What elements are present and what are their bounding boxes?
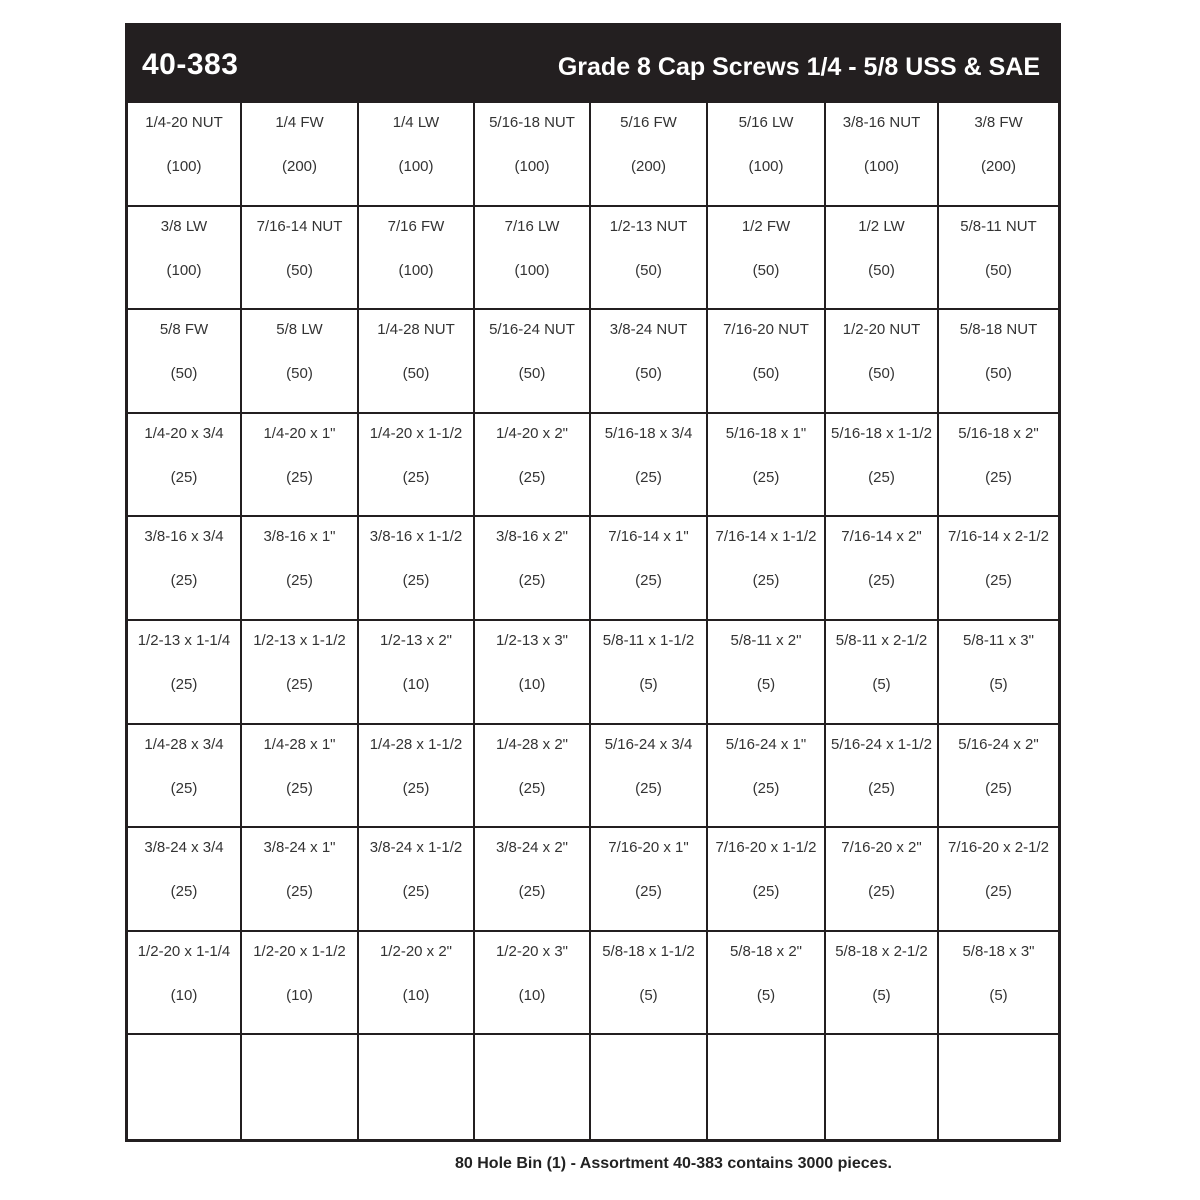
bin-quantity: (5)	[639, 675, 658, 693]
bin-quantity: (5)	[989, 675, 1008, 693]
bin-size-label: 1/4-28 NUT	[377, 321, 455, 339]
bin-quantity: (25)	[868, 468, 895, 486]
bin-size-label: 7/16-14 x 1"	[608, 528, 689, 546]
bin-quantity: (100)	[514, 158, 550, 175]
bin-size-label: 5/16 FW	[620, 114, 677, 131]
bin-quantity: (25)	[635, 883, 662, 901]
bin-quantity: (25)	[286, 572, 313, 590]
bin-cell	[128, 1035, 242, 1139]
bin-quantity: (25)	[752, 779, 780, 797]
bin-size-label: 5/8-18 x 2"	[729, 942, 803, 960]
bin-quantity: (5)	[872, 986, 891, 1004]
bin-cell	[359, 103, 475, 207]
bin-cell	[128, 207, 242, 311]
bin-quantity: (25)	[170, 468, 198, 486]
bin-size-label: 1/2-13 x 2"	[379, 631, 453, 649]
bin-quantity: (200)	[630, 158, 667, 175]
bin-cell	[359, 725, 475, 829]
bin-size-label: 1/4 FW	[275, 114, 324, 131]
bin-quantity: (50)	[985, 365, 1012, 383]
bin-size-label: 7/16-14 x 1-1/2	[715, 528, 817, 546]
bin-cell	[128, 621, 242, 725]
bin-quantity: (5)	[989, 986, 1008, 1004]
bin-quantity: (25)	[868, 779, 895, 797]
bin-quantity: (100)	[748, 158, 784, 175]
bin-quantity: (50)	[170, 365, 198, 383]
bin-size-label: 1/2 FW	[741, 217, 791, 235]
bin-quantity: (25)	[170, 779, 198, 797]
bin-quantity: (25)	[402, 779, 430, 797]
bin-cell	[242, 1035, 359, 1139]
bin-quantity: (5)	[872, 675, 891, 693]
bin-cell	[359, 310, 475, 414]
bin-quantity: (50)	[868, 365, 895, 383]
bin-size-label: 7/16 FW	[387, 217, 445, 235]
bin-cell	[939, 103, 1058, 207]
bin-size-label: 5/16-24 x 3/4	[604, 735, 693, 753]
bin-quantity: (5)	[756, 986, 776, 1004]
bin-size-label: 3/8-16 x 1-1/2	[369, 528, 463, 546]
bin-cell	[826, 517, 939, 621]
bin-cell	[359, 517, 475, 621]
bin-cell	[475, 1035, 591, 1139]
bin-cell	[708, 828, 826, 932]
bin-size-label: 3/8-24 x 3/4	[144, 839, 224, 857]
bin-cell	[708, 517, 826, 621]
bin-size-label: 5/8-11 NUT	[960, 217, 1037, 235]
bin-cell	[591, 207, 708, 311]
bin-size-label: 7/16-20 NUT	[723, 321, 809, 339]
bin-quantity: (25)	[985, 572, 1012, 590]
bin-cell	[939, 725, 1058, 829]
bin-cell	[591, 725, 708, 829]
bin-size-label: 1/2-13 NUT	[609, 217, 688, 235]
bin-cell	[826, 207, 939, 311]
bin-quantity: (50)	[635, 365, 662, 383]
bin-cell	[475, 414, 591, 518]
bin-quantity: (50)	[286, 365, 313, 383]
bin-quantity: (25)	[868, 572, 895, 590]
bin-size-label: 1/2-20 x 1-1/2	[253, 942, 346, 960]
bin-cell	[475, 310, 591, 414]
bin-cell	[708, 621, 826, 725]
bin-size-label: 5/8-18 x 2-1/2	[835, 942, 928, 960]
bin-quantity: (100)	[863, 158, 900, 175]
bin-cell	[475, 621, 591, 725]
bin-size-label: 5/8-18 x 3"	[962, 942, 1035, 960]
bin-quantity: (100)	[514, 261, 550, 279]
bin-quantity: (25)	[635, 779, 662, 797]
bin-cell	[939, 1035, 1058, 1139]
bin-size-label: 5/8-11 x 3"	[963, 631, 1034, 649]
bin-cell	[475, 103, 591, 207]
bin-size-label: 7/16-14 NUT	[256, 217, 343, 235]
bin-cell	[939, 414, 1058, 518]
bin-cell	[242, 932, 359, 1036]
bin-cell	[359, 1035, 475, 1139]
bin-cell	[128, 725, 242, 829]
bin-quantity: (25)	[518, 883, 546, 901]
bin-cell	[708, 103, 826, 207]
bin-cell	[359, 621, 475, 725]
bin-size-label: 7/16-20 x 2"	[841, 839, 922, 857]
bin-quantity: (100)	[398, 261, 434, 279]
bin-size-label: 1/2-20 x 1-1/4	[137, 942, 231, 960]
bin-size-label: 3/8-16 x 1"	[263, 528, 336, 546]
bin-cell	[708, 932, 826, 1036]
bin-size-label: 3/8-16 x 2"	[495, 528, 569, 546]
bin-cell	[242, 725, 359, 829]
bin-cell	[591, 517, 708, 621]
bin-cell	[359, 932, 475, 1036]
bin-size-label: 3/8-16 x 3/4	[144, 528, 224, 546]
bin-quantity: (200)	[281, 158, 318, 175]
bin-quantity: (100)	[166, 261, 202, 279]
bin-cell	[591, 414, 708, 518]
bin-size-label: 3/8-24 NUT	[609, 321, 688, 339]
bin-cell	[128, 310, 242, 414]
bin-size-label: 5/8-18 NUT	[959, 321, 1038, 339]
bin-size-label: 7/16 LW	[504, 217, 560, 235]
bin-size-label: 1/4 LW	[392, 114, 440, 131]
bin-size-label: 1/2-20 x 2"	[379, 942, 453, 960]
bin-size-label: 3/8-16 NUT	[842, 114, 921, 131]
bin-size-label: 5/16-18 x 1"	[725, 424, 807, 442]
bin-size-label: 1/2-13 x 1-1/2	[253, 631, 346, 649]
bin-cell	[242, 207, 359, 311]
bin-quantity: (25)	[985, 468, 1012, 486]
bin-cell	[591, 1035, 708, 1139]
bin-size-label: 1/4-20 x 2"	[495, 424, 569, 442]
bin-quantity: (25)	[170, 572, 198, 590]
bin-quantity: (25)	[752, 468, 780, 486]
bin-cell	[708, 207, 826, 311]
bin-cell	[242, 517, 359, 621]
bin-quantity: (50)	[635, 261, 662, 279]
bin-quantity: (25)	[286, 675, 313, 693]
bin-size-label: 7/16-14 x 2-1/2	[948, 528, 1049, 546]
bin-cell	[242, 828, 359, 932]
bin-size-label: 7/16-20 x 1"	[608, 839, 689, 857]
bin-size-label: 1/2-13 x 1-1/4	[137, 631, 231, 649]
bin-cell	[359, 828, 475, 932]
bin-cell	[591, 103, 708, 207]
bin-size-label: 5/8 LW	[276, 321, 323, 339]
bin-quantity: (10)	[170, 986, 198, 1004]
bin-size-label: 1/2 LW	[858, 217, 905, 235]
bin-cell	[591, 621, 708, 725]
bin-quantity: (50)	[286, 261, 313, 279]
bin-size-label: 5/16-24 x 2"	[958, 735, 1039, 753]
bin-quantity: (25)	[518, 572, 546, 590]
bin-quantity: (25)	[170, 675, 198, 693]
bin-quantity: (10)	[518, 675, 546, 693]
bin-cell	[708, 1035, 826, 1139]
bin-cell	[591, 310, 708, 414]
bin-quantity: (25)	[752, 572, 780, 590]
bin-quantity: (10)	[402, 986, 430, 1004]
bin-size-label: 5/16-24 x 1"	[725, 735, 807, 753]
bin-quantity: (25)	[518, 468, 546, 486]
bin-quantity: (25)	[635, 468, 662, 486]
bin-cell	[591, 828, 708, 932]
bin-cell	[591, 932, 708, 1036]
bin-cell	[128, 414, 242, 518]
bin-quantity: (50)	[402, 365, 430, 383]
bin-quantity: (100)	[398, 158, 434, 175]
bin-cell	[826, 621, 939, 725]
bin-size-label: 1/2-13 x 3"	[495, 631, 569, 649]
bin-size-label: 1/4-28 x 1"	[263, 735, 336, 753]
bin-cell	[242, 103, 359, 207]
bin-cell	[475, 828, 591, 932]
bin-cell	[708, 414, 826, 518]
bin-cell	[475, 517, 591, 621]
bin-cell	[475, 207, 591, 311]
bin-size-label: 7/16-20 x 1-1/2	[715, 839, 817, 857]
bin-cell	[128, 932, 242, 1036]
bin-cell	[708, 310, 826, 414]
bin-size-label: 3/8 LW	[160, 217, 208, 235]
bin-size-label: 5/16-18 x 3/4	[604, 424, 693, 442]
bin-cell	[475, 725, 591, 829]
bin-quantity: (10)	[286, 986, 313, 1004]
bin-size-label: 3/8-24 x 1"	[263, 839, 336, 857]
bin-quantity: (25)	[170, 883, 198, 901]
bin-size-label: 1/4-20 x 1"	[263, 424, 336, 442]
bin-size-label: 1/4-28 x 1-1/2	[369, 735, 463, 753]
bin-size-label: 1/4-20 x 3/4	[144, 424, 224, 442]
bin-quantity: (25)	[402, 883, 430, 901]
bin-cell	[826, 103, 939, 207]
bin-quantity: (10)	[518, 986, 546, 1004]
bin-quantity: (25)	[752, 883, 780, 901]
bin-quantity: (10)	[402, 675, 430, 693]
bin-cell	[128, 517, 242, 621]
bin-quantity: (25)	[868, 883, 895, 901]
bin-grid	[128, 103, 1058, 1139]
bin-quantity: (25)	[402, 572, 430, 590]
bin-size-label: 1/4-28 x 2"	[495, 735, 569, 753]
bin-cell	[242, 414, 359, 518]
bin-quantity: (50)	[985, 261, 1012, 279]
bin-cell	[826, 828, 939, 932]
bin-quantity: (50)	[752, 365, 780, 383]
bin-quantity: (25)	[286, 468, 313, 486]
bin-size-label: 1/4-20 NUT	[145, 114, 223, 131]
bin-cell	[826, 1035, 939, 1139]
bin-cell	[939, 828, 1058, 932]
bin-quantity: (25)	[286, 883, 313, 901]
bin-size-label: 3/8 FW	[974, 114, 1023, 131]
bin-size-label: 1/2-20 NUT	[842, 321, 921, 339]
bin-quantity: (5)	[639, 986, 658, 1004]
assortment-code: 40-383	[142, 48, 239, 81]
bin-cell	[128, 103, 242, 207]
bin-size-label: 7/16-20 x 2-1/2	[948, 839, 1049, 857]
bin-size-label: 5/8-18 x 1-1/2	[602, 942, 695, 960]
bin-size-label: 3/8-24 x 2"	[495, 839, 569, 857]
bin-cell	[939, 932, 1058, 1036]
bin-quantity: (50)	[752, 261, 780, 279]
bin-size-label: 1/4-28 x 3/4	[144, 735, 224, 753]
bin-quantity: (25)	[985, 779, 1012, 797]
bin-cell	[359, 414, 475, 518]
bin-cell	[826, 725, 939, 829]
bin-size-label: 5/16-18 NUT	[489, 114, 575, 131]
bin-cell	[826, 932, 939, 1036]
bin-size-label: 5/16 LW	[738, 114, 794, 131]
bin-cell	[128, 828, 242, 932]
bin-chart	[125, 23, 1061, 1142]
bin-quantity: (5)	[756, 675, 776, 693]
bin-cell	[242, 621, 359, 725]
bin-size-label: 5/16-24 x 1-1/2	[831, 735, 932, 753]
chart-header	[128, 26, 1058, 103]
bin-quantity: (25)	[402, 468, 430, 486]
bin-size-label: 5/16-18 x 2"	[958, 424, 1039, 442]
bin-size-label: 1/4-20 x 1-1/2	[369, 424, 463, 442]
bin-quantity: (50)	[868, 261, 895, 279]
bin-cell	[939, 207, 1058, 311]
bin-quantity: (25)	[635, 572, 662, 590]
footer-note: 80 Hole Bin (1) - Assortment 40-383 contains 3000 pieces.	[455, 1155, 892, 1172]
bin-size-label: 5/8-11 x 2"	[730, 631, 802, 649]
bin-size-label: 5/8 FW	[159, 321, 209, 339]
bin-quantity: (100)	[166, 158, 202, 175]
bin-quantity: (25)	[985, 883, 1012, 901]
bin-size-label: 5/16-18 x 1-1/2	[831, 424, 932, 442]
bin-size-label: 3/8-24 x 1-1/2	[369, 839, 463, 857]
bin-quantity: (50)	[518, 365, 546, 383]
bin-cell	[242, 310, 359, 414]
bin-quantity: (25)	[286, 779, 313, 797]
bin-cell	[939, 621, 1058, 725]
bin-cell	[826, 310, 939, 414]
chart-title: Grade 8 Cap Screws 1/4 - 5/8 USS & SAE	[557, 53, 1040, 81]
bin-size-label: 7/16-14 x 2"	[841, 528, 922, 546]
bin-quantity: (200)	[980, 158, 1017, 175]
bin-size-label: 1/2-20 x 3"	[495, 942, 569, 960]
bin-cell	[475, 932, 591, 1036]
bin-cell	[359, 207, 475, 311]
bin-size-label: 5/16-24 NUT	[489, 321, 575, 339]
bin-size-label: 5/8-11 x 1-1/2	[602, 631, 695, 649]
bin-cell	[939, 310, 1058, 414]
bin-cell	[708, 725, 826, 829]
bin-quantity: (25)	[518, 779, 546, 797]
bin-cell	[826, 414, 939, 518]
bin-cell	[939, 517, 1058, 621]
bin-size-label: 5/8-11 x 2-1/2	[835, 631, 928, 649]
